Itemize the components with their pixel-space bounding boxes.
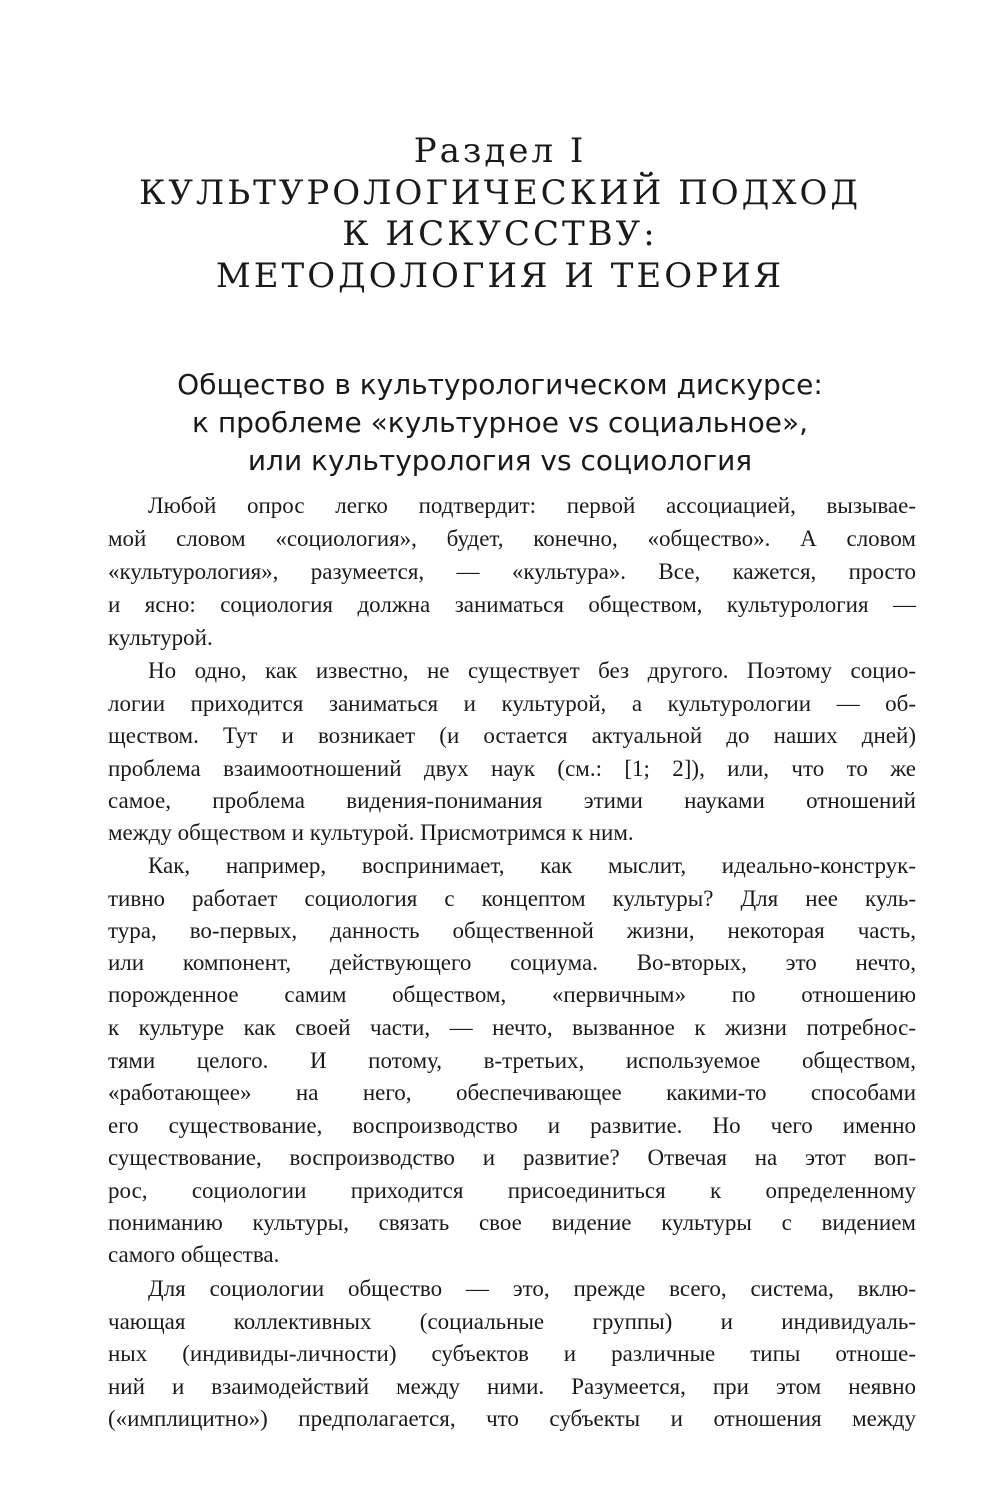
paragraph-line: тура, во-первых, данность общественной жизни, некоторая часть,: [108, 918, 916, 943]
paragraph-line: проблема взаимоотношений двух наук (см.: [1; 2]), или, что то же: [108, 756, 916, 781]
paragraph-line: Как, например, воспринимает, как мыслит, идеально-конструк-: [148, 853, 916, 878]
paragraph-line: или компонент, действующего социума. Во-вторых, это нечто,: [108, 950, 916, 975]
paragraph-line: «культурология», разумеется, — «культура». Все, кажется, просто: [108, 559, 916, 584]
article-title-line: к проблеме «культурное vs социальное»,: [192, 406, 808, 439]
paragraph-line: Для социологии общество — это, прежде всего, система, вклю-: [148, 1276, 916, 1301]
section-title-line: КУЛЬТУРОЛОГИЧЕСКИЙ ПОДХОД: [139, 173, 861, 213]
section-title-line: К ИСКУССТВУ:: [342, 214, 658, 254]
paragraph-line: чающая коллективных (социальные группы) и индивидуаль-: [108, 1309, 916, 1334]
paragraph-line: мой словом «социология», будет, конечно, «общество». А словом: [108, 526, 916, 551]
paragraph-line: Но одно, как известно, не существует без другого. Поэтому социо-: [148, 658, 916, 683]
paragraph-line: Любой опрос легко подтвердит: первой ассоциацией, вызывае-: [148, 493, 916, 518]
paragraph-line: ных (индивиды-личности) субъектов и различные типы отноше-: [108, 1341, 916, 1366]
paragraph-line: логии приходится заниматься и культурой, а культурологии — об-: [108, 691, 916, 716]
paragraph-line: самое, проблема видения-понимания этими науками отношений: [108, 788, 916, 813]
section-title-line: МЕТОДОЛОГИЯ И ТЕОРИЯ: [215, 256, 785, 296]
paragraph-line: рос, социологии приходится присоединиться к определенному: [108, 1178, 916, 1203]
paragraph-line: «работающее» на него, обеспечивающее какими-то способами: [108, 1080, 916, 1105]
article-title-line: Общество в культурологическом дискурсе:: [177, 368, 823, 401]
paragraph-line: существование, воспроизводство и развитие? Отвечая на этот воп-: [108, 1145, 916, 1170]
paragraph-line: тями целого. И потому, в-третьих, используемое обществом,: [108, 1048, 916, 1073]
paragraph-line: тивно работает социология с концептом культуры? Для нее куль-: [108, 886, 916, 911]
paragraph-line: порожденное самим обществом, «первичным» по отношению: [108, 982, 916, 1007]
paragraph-line: к культуре как своей части, — нечто, вызванное к жизни потребнос-: [108, 1015, 916, 1040]
paragraph-line: самого общества.: [108, 1242, 280, 1267]
paragraph-line: ний и взаимодействий между ними. Разумеется, при этом неявно: [108, 1374, 916, 1399]
paragraph-line: между обществом и культурой. Присмотримся к ним.: [108, 820, 634, 845]
paragraph-line: его существование, воспроизводство и развитие. Но чего именно: [108, 1113, 916, 1138]
paragraph-line: и ясно: социология должна заниматься обществом, культурология —: [108, 592, 916, 617]
paragraph-line: пониманию культуры, связать свое видение культуры с видением: [108, 1210, 916, 1235]
paragraph-line: («имплицитно») предполагается, что субъекты и отношения между: [108, 1406, 916, 1431]
paragraph-line: ществом. Тут и возникает (и остается актуальной до наших дней): [108, 723, 916, 748]
article-title-line: или культурология vs социология: [247, 444, 753, 477]
section-label: Раздел I: [413, 131, 587, 171]
paragraph-line: культурой.: [108, 625, 213, 650]
